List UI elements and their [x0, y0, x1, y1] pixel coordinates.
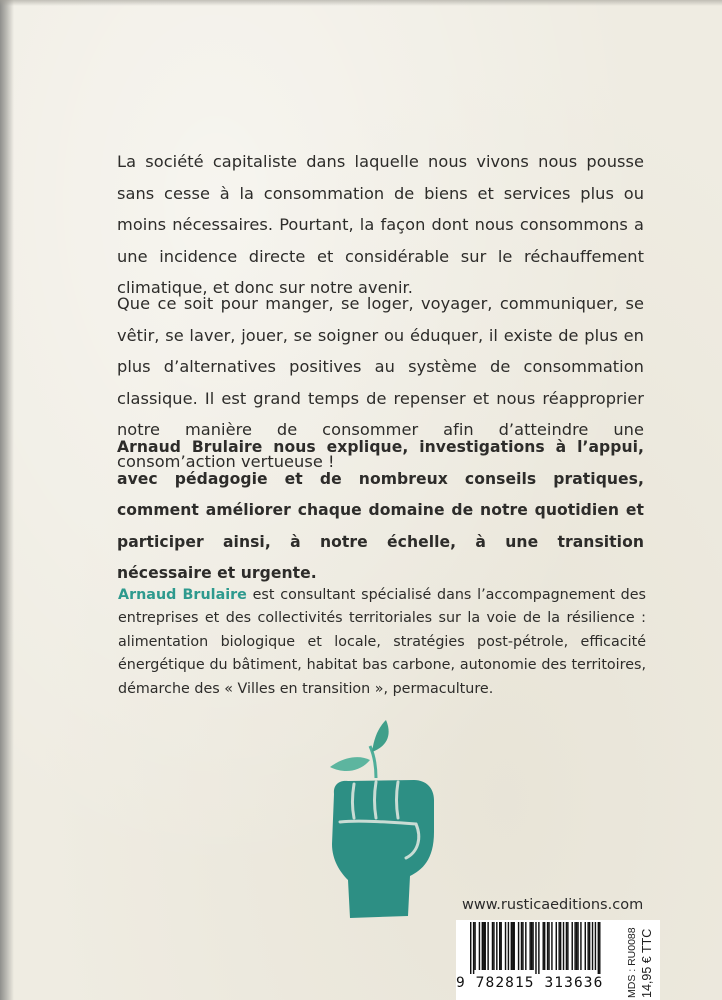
barcode-bar [505, 922, 506, 970]
barcode-bar [576, 922, 577, 970]
barcode-bar [529, 922, 530, 970]
spine-shadow [0, 0, 14, 1000]
barcode-bar [580, 922, 581, 970]
author-bio-text: est consultant spécialisé dans l’accompagnement des entreprises et des collectivités territoriales sur la voie de la résilience : alimentation biologique et locale, stratégies post-pétrole, efficacité énergétique du bâtiment, habitat bas carbone, autonomie des territoires, démarche des « Villes en transition », permaculture. [118, 587, 646, 697]
barcode-bar [592, 922, 593, 970]
barcode-bars [470, 922, 608, 974]
barcode-bar [560, 922, 561, 970]
barcode-bar [574, 922, 575, 970]
barcode-bar [532, 922, 533, 970]
barcode-bar [589, 922, 590, 970]
barcode-bar [511, 922, 512, 970]
barcode-bar [521, 922, 522, 970]
barcode-bar [496, 922, 497, 970]
fist-shape [332, 780, 434, 918]
side-codes [620, 920, 660, 1000]
barcode-bar [487, 922, 488, 970]
barcode-bar [518, 922, 519, 970]
price-label: 14,95 € TTC [640, 928, 654, 998]
description-paragraph-1: La société capitaliste dans laquelle nous vivons nous pousse sans cesse à la consommation de biens et services plus ou moins nécessaires. Pourtant, la façon dont nous consommons a une incidence directe et considérable sur le réchauffement climatique, et donc sur notre avenir. [117, 152, 644, 297]
description-paragraph-2: Que ce soit pour manger, se loger, voyager, communiquer, se vêtir, se laver, jouer, se soigner ou éduquer, il existe de plus en plus d’alternatives positives au système de consommation classique. Il est grand temps de repenser et nous réapproprier notre manière de consommer afin d’atteindre une consom’action vertueuse ! [117, 294, 644, 471]
isbn-barcode [456, 920, 620, 1000]
barcode-bar [474, 922, 475, 970]
fist-with-sprout-icon [318, 720, 458, 920]
barcode-bar [587, 922, 588, 970]
barcode-bar [522, 922, 523, 970]
barcode-bar [483, 922, 484, 970]
description-paragraph-3: Arnaud Brulaire nous explique, investigations à l’appui, avec pédagogie et de nombreux conseils pratiques, comment améliorer chaque domaine de notre quotidien et participer ainsi, à notre échelle, à une transition nécessaire et urgente. [117, 438, 644, 582]
barcode-bar [598, 922, 599, 974]
author-name: Arnaud Brulaire [118, 587, 247, 603]
barcode-bar [538, 922, 539, 974]
author-bio [118, 584, 646, 701]
fist-logo-graphic [318, 720, 458, 920]
isbn-digits: 9 782815 313636 [456, 975, 604, 991]
barcode-bar [551, 922, 552, 970]
barcode-bar [535, 922, 536, 974]
barcode-bar [493, 922, 494, 970]
sprout-leaf-left [330, 757, 370, 771]
barcode-bar [514, 922, 515, 970]
barcode-bar [558, 922, 559, 970]
barcode-bar [599, 922, 600, 974]
barcode-bar [556, 922, 557, 970]
barcode-bar [563, 922, 564, 970]
barcode-bar [531, 922, 532, 970]
barcode-bar [473, 922, 474, 974]
barcode-bar [577, 922, 578, 970]
barcode-bar [567, 922, 568, 970]
barcode-bar [499, 922, 500, 970]
barcode-bar [585, 922, 586, 970]
publisher-website: www.rusticaeditions.com [462, 897, 644, 913]
barcode-bar [548, 922, 549, 970]
sprout-leaf-right [372, 720, 389, 752]
barcode-bar [566, 922, 567, 970]
barcode-bar [479, 922, 480, 970]
barcode-bar [508, 922, 509, 970]
barcode-bar [500, 922, 501, 970]
barcode-bar [482, 922, 483, 970]
barcode-bar [470, 922, 471, 974]
top-edge-shadow [0, 0, 722, 6]
barcode-bar [544, 922, 545, 970]
barcode-bar [485, 922, 486, 970]
barcode-bar [572, 922, 573, 970]
barcode-bar [525, 922, 526, 970]
barcode-bar [595, 922, 596, 970]
barcode-bar [512, 922, 513, 970]
mds-code: MDS : RU0088 [626, 927, 638, 998]
barcode-bar [547, 922, 548, 970]
barcode-bar [492, 922, 493, 970]
barcode-bar [543, 922, 544, 970]
